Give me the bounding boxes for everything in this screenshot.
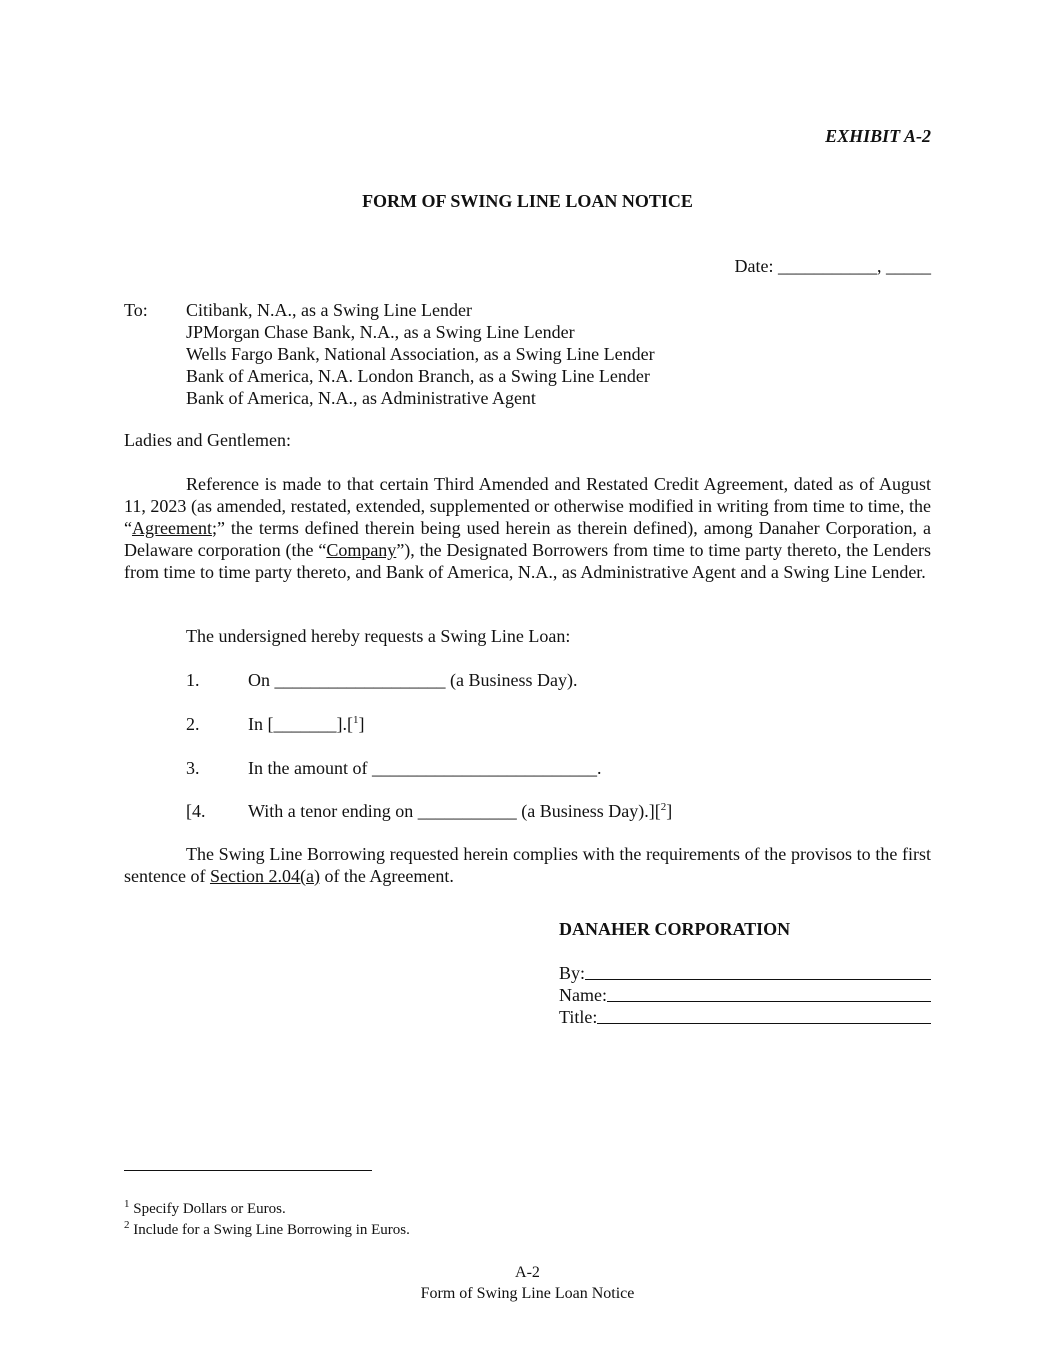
item-number: 2. <box>186 714 200 734</box>
footnote-text: Specify Dollars or Euros. <box>129 1201 286 1217</box>
by-label: By: <box>559 963 586 983</box>
request-item <box>186 669 577 691</box>
footnote-number: 2 <box>124 1219 130 1231</box>
to-label: To: <box>124 300 148 320</box>
request-item <box>186 713 365 735</box>
signature-blank <box>585 962 931 980</box>
item-number: 1. <box>186 670 200 690</box>
recipient: Bank of America, N.A., as Administrative Agent <box>186 388 536 408</box>
signature-block <box>559 962 931 1028</box>
footnote-number: 1 <box>124 1198 130 1210</box>
item-text: In [ <box>248 714 274 734</box>
request-item <box>186 800 672 822</box>
footnote <box>124 1199 286 1219</box>
item-text: With a tenor ending on ___________ (a Business Day).][ <box>248 801 661 821</box>
by-line <box>559 962 931 984</box>
text: ”), the Designated Borrowers from time to time party thereto, the Lenders from time to time party thereto, and Bank of America, N.A., as Administrative Agent and a Swing Line Lender. <box>124 540 931 582</box>
footer-title: Form of Swing Line Loan Notice <box>420 1285 635 1302</box>
name-label: Name: <box>559 985 607 1005</box>
recipient-list <box>186 299 655 409</box>
title-label: Title: <box>559 1007 598 1027</box>
footnote-ref: 2 <box>660 801 667 813</box>
defined-term-agreement: Agreement <box>132 518 212 538</box>
footnote <box>124 1220 410 1240</box>
request-item <box>186 757 601 779</box>
text: ;” the terms defined therein being used herein as therein defined), among Danaher Corporation, a Delaware corporation (the “ <box>124 518 931 560</box>
request-intro: The undersigned hereby requests a Swing Line Loan: <box>186 626 571 646</box>
footnote-divider <box>124 1170 372 1171</box>
item-number: [4. <box>186 801 206 821</box>
footnote-ref: 1 <box>353 714 359 726</box>
name-line <box>559 984 931 1006</box>
defined-term-company: Company <box>326 540 397 560</box>
section-reference: Section 2.04(a) <box>209 866 320 886</box>
text: of the Agreement. <box>319 866 454 886</box>
text: The Swing Line Borrowing requested herein complies with the requirements of the provisos to the first sentence of <box>124 844 931 886</box>
item-text: ] <box>358 714 365 734</box>
recipient: Wells Fargo Bank, National Association, as a Swing Line Lender <box>186 344 655 364</box>
signatory-company: DANAHER CORPORATION <box>559 919 791 939</box>
footnote-text: Include for a Swing Line Borrowing in Euros. <box>129 1222 410 1238</box>
recipient: JPMorgan Chase Bank, N.A., as a Swing Line Lender <box>186 322 575 342</box>
item-number: 3. <box>186 758 200 778</box>
item-text: In the amount of _________________________. <box>248 758 602 778</box>
date-line: Date: ___________, _____ <box>734 256 931 276</box>
compliance-paragraph <box>124 843 931 887</box>
item-text: On ___________________ (a Business Day). <box>248 670 578 690</box>
item-text: ] <box>666 801 673 821</box>
page-number: A-2 <box>515 1264 540 1281</box>
blank-field: _______ <box>273 714 337 734</box>
recipient: Bank of America, N.A. London Branch, as a Swing Line Lender <box>186 366 650 386</box>
document-title: FORM OF SWING LINE LOAN NOTICE <box>362 191 693 211</box>
text: Reference is made to that certain Third Amended and Restated Credit Agreement, dated as of August 11, 2023 (as amended, restated, extended, supplemented or otherwise modified in writing from time to time, the “ <box>124 474 931 538</box>
recipient: Citibank, N.A., as a Swing Line Lender <box>186 300 472 320</box>
title-line <box>559 1006 931 1028</box>
title-blank <box>597 1006 931 1024</box>
item-text: ].[ <box>336 714 353 734</box>
name-blank <box>607 984 931 1002</box>
reference-paragraph <box>124 473 931 583</box>
exhibit-label: EXHIBIT A-2 <box>825 126 931 146</box>
greeting: Ladies and Gentlemen: <box>124 430 291 450</box>
